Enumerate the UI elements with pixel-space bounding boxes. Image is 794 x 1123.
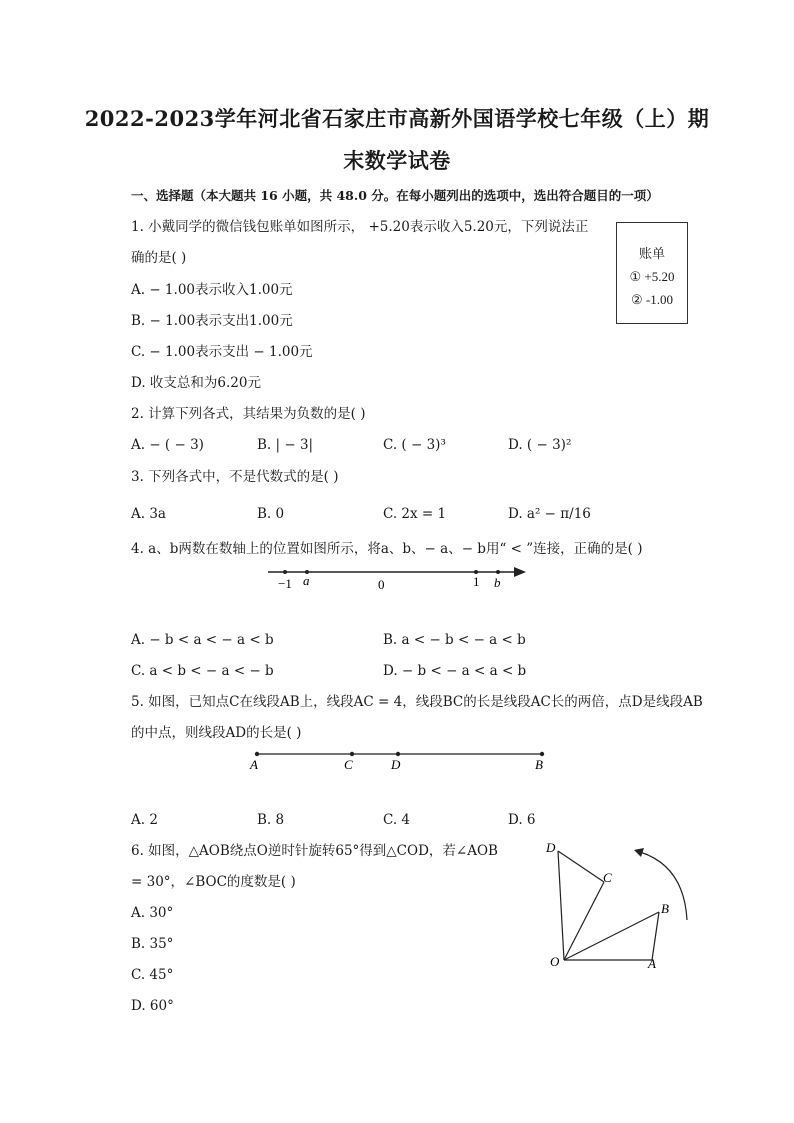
q6-option-c: C. 45° — [131, 967, 174, 983]
q2-stem: 2. 计算下列各式，其结果为负数的是( ) — [131, 406, 366, 422]
segment-point-a — [255, 752, 259, 756]
q5-option-a: A. 2 — [131, 812, 158, 828]
axis-point-minus-one — [283, 570, 287, 574]
bill-row-1: ① +5.20 — [629, 269, 675, 284]
q4-stem: 4. a、b两数在数轴上的位置如图所示，将a、b、− a、− b用“ < ”连接，正确的是( ) — [131, 541, 643, 557]
q3-option-b: B. 0 — [257, 506, 285, 522]
q4-option-d: D. − b < − a < a < b — [383, 663, 527, 679]
rotation-label-c: C — [603, 870, 612, 885]
q3-option-d: D. a² − π/16 — [508, 506, 591, 522]
number-line — [266, 562, 528, 592]
rotation-figure — [540, 838, 695, 973]
q5-option-b: B. 8 — [257, 812, 285, 828]
rotation-arrowhead — [634, 848, 644, 857]
q4-option-a: A. − b < a < − a < b — [131, 632, 274, 648]
q1-option-d: D. 收支总和为6.20元 — [131, 375, 261, 391]
q2-option-d: D. ( − 3)² — [508, 437, 572, 453]
axis-label-minus-one: −1 — [278, 576, 292, 591]
q2-option-c: C. ( − 3)³ — [383, 437, 446, 453]
q6-option-d: D. 60° — [131, 998, 174, 1014]
q2-option-b: B. | − 3| — [257, 437, 314, 453]
q5-option-d: D. 6 — [508, 812, 536, 828]
axis-label-a: a — [303, 573, 310, 588]
segment-label-b: B — [535, 757, 543, 772]
rotation-label-a: A — [648, 956, 656, 971]
bill-row-2: ② -1.00 — [631, 292, 673, 307]
axis-label-zero: 0 — [378, 577, 385, 592]
q6-option-a: A. 30° — [131, 905, 174, 921]
q1-option-a: A. − 1.00表示收入1.00元 — [131, 282, 293, 298]
segment-label-d: D — [391, 757, 401, 772]
q4-option-b: B. a < − b < − a < b — [383, 632, 526, 648]
segment-point-c — [350, 752, 354, 756]
q3-option-c: C. 2x = 1 — [383, 506, 447, 522]
segment-label-a: A — [250, 757, 258, 772]
page-title-line2: 末数学试卷 — [343, 148, 451, 173]
rotation-label-o: O — [550, 954, 560, 969]
segment-figure — [250, 746, 550, 774]
axis-point-b — [496, 570, 500, 574]
q4-option-c: C. a < b < − a < − b — [131, 663, 274, 679]
q5-option-c: C. 4 — [383, 812, 411, 828]
q6-stem-line2: = 30°，∠BOC的度数是( ) — [131, 874, 296, 890]
q6-option-b: B. 35° — [131, 936, 174, 952]
bill-title: 账单 — [638, 246, 665, 261]
segment-label-c: C — [344, 757, 353, 772]
axis-label-one: 1 — [473, 574, 480, 589]
rotation-label-b: B — [661, 901, 669, 916]
q1-option-b: B. − 1.00表示支出1.00元 — [131, 313, 293, 329]
segment-point-b — [540, 752, 544, 756]
q1-stem-line2: 确的是( ) — [131, 250, 187, 266]
q5-stem-line2: 的中点，则线段AD的长是( ) — [131, 725, 302, 741]
section-heading: 一、选择题（本大题共 16 小题，共 48.0 分。在每小题列出的选项中，选出符合题目的一项） — [131, 188, 659, 203]
q1-option-c: C. − 1.00表示支出 − 1.00元 — [131, 344, 313, 360]
axis-label-b: b — [494, 575, 501, 590]
bill-box — [616, 222, 688, 324]
page-title-line1: 2022-2023学年河北省石家庄市高新外国语学校七年级（上）期 — [84, 106, 710, 131]
q5-stem-line1: 5. 如图，已知点C在线段AB上，线段AC = 4，线段BC的长是线段AC长的两倍，点D是线段AB — [131, 694, 703, 710]
q1-stem-line1: 1. 小戴同学的微信钱包账单如图所示， +5.20表示收入5.20元，下列说法正 — [131, 219, 589, 235]
q3-stem: 3. 下列各式中，不是代数式的是( ) — [131, 469, 339, 485]
rotation-label-d: D — [546, 840, 556, 855]
segment-point-d — [396, 752, 400, 756]
q6-stem-line1: 6. 如图，△AOB绕点O逆时针旋转65°得到△COD，若∠AOB — [131, 843, 498, 859]
q2-option-a: A. − ( − 3) — [131, 437, 204, 453]
q3-option-a: A. 3a — [131, 506, 166, 522]
